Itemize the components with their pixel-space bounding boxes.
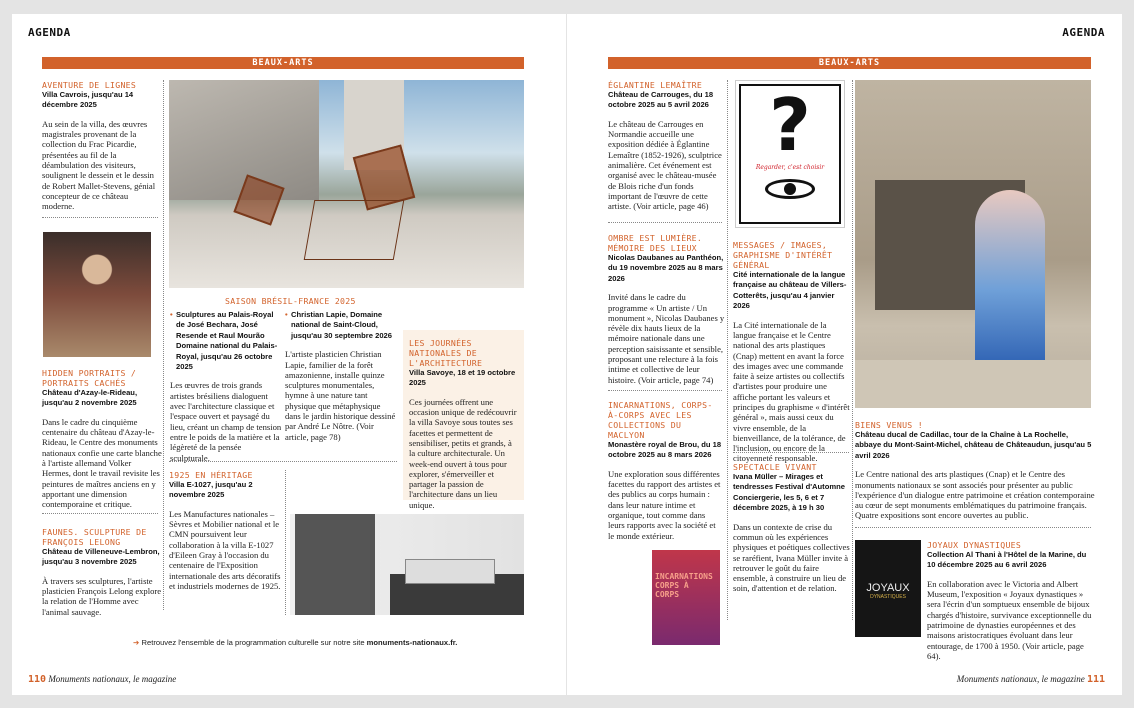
event-venue: Château de Villeneuve-Lembron, jusqu'au 3 novembre 2025 [42, 547, 160, 567]
category-bar: BEAUX-ARTS [42, 57, 524, 69]
event-body: Dans un contexte de crise du commun où les expériences physiques et poétiques collectives se raréfient, Ivana Müller invite à retrouver le goût du faire ensemble, à construire un lieu de soin, d'attention et de relation. [733, 521, 850, 594]
architect-photo [290, 514, 524, 615]
poster-tagline: Regarder, c'est choisir [755, 164, 825, 171]
event-bresil-palais-royal [170, 310, 282, 463]
event-title: AVENTURE DE LIGNES [42, 80, 137, 90]
event-faunes [42, 527, 162, 617]
divider [855, 527, 1091, 528]
divider [169, 461, 397, 462]
event-title: JOYAUX DYNASTIQUES [927, 540, 1022, 550]
incarnations-poster: INCARNATIONS CORPS À CORPS [652, 550, 720, 645]
magazine-title: Monuments nationaux, le magazine [48, 674, 177, 684]
sculpture-photo [169, 80, 524, 288]
event-body: La Cité internationale de la langue française et le Centre national des arts plastiques (Cnap) mettent en avant la force des images avec une commande faite à seize artistes ou collectifs d'artistes pour produire une affiche portant les valeurs et principes du graphisme « d'intérêt général », mais aussi ceux du vivre ensemble, de la bienveillance, de la tolérance, de l'inclusion, ou encore de la citoyenneté responsable. [733, 319, 850, 464]
event-biens-venus [855, 420, 1095, 521]
event-title: SPECTACLE VIVANT [733, 462, 817, 472]
event-title: MESSAGES / IMAGES, GRAPHISME D'INTÉRÊT GÉNÉRAL [733, 240, 833, 270]
event-venue: Villa Cavrois, jusqu'au 14 décembre 2025 [42, 90, 134, 110]
column-divider [163, 80, 164, 610]
event-title: SAISON BRÉSIL-FRANCE 2025 [225, 296, 356, 306]
divider [608, 222, 722, 223]
page-footer [957, 674, 1105, 685]
event-title: ÉGLANTINE LEMAÎTRE [608, 80, 703, 90]
divider [42, 513, 158, 514]
event-body: Ces journées offrent une occasion unique de redécouvrir la villa Savoye sous toutes ses facettes et permettent de sensibiliser, petits et grands, à la culture architecturale. Un week-end ouvert à tous pour explorer, s'émerveiller et partager la passion de l'architecture dans un lieu unique. [409, 396, 517, 510]
event-venue: Monastère royal de Brou, du 18 octobre 2025 au 8 mars 2026 [608, 440, 722, 460]
event-incarnations [608, 400, 722, 541]
event-venue: Villa E-1027, jusqu'au 2 novembre 2025 [169, 480, 253, 500]
event-body: Les Manufactures nationales – Sèvres et Mobilier national et le CMN poursuivent leur collaboration à la villa E-1027 d'Eileen Gray à l'occasion du centenaire de l'Exposition internationale des arts décoratifs et industriels modernes de 1925. [169, 508, 281, 591]
event-body: Au sein de la villa, des œuvres magistrales provenant de la collection du Frac Picardie, présentées au fil de la déambulation des visiteurs, soulignent le dessein et le dessin de Robert Mallet-Stevens, génial concepteur de ce château moderne. [42, 118, 156, 212]
question-mark-icon: ? [769, 83, 811, 167]
link-text: Retrouvez l'ensemble de la programmation culturelle sur notre site [141, 638, 367, 647]
section-header: AGENDA [1062, 26, 1105, 39]
event-hidden-portraits [42, 368, 162, 509]
poster-subtitle: DYNASTIQUES [870, 594, 906, 600]
highlight-box-savoye [403, 330, 524, 510]
event-spectacle-vivant [733, 462, 851, 594]
event-body: Une exploration sous différentes facettes du rapport des artistes et des publics au corps humain : dans leur nature intime et organique, tout comme dans leurs rapports avec la société et le monde extérieur. [608, 468, 721, 541]
event-aventure [42, 80, 160, 211]
event-body: Le château de Carrouges en Normandie accueille une exposition dédiée à Églantine Lemaître (1852-1926), sculptrice animalière. Cet événement est organisé avec le château-musée de Blois riche d'un fonds important de l'œuvre de cette artiste. (Voir article, page 46) [608, 118, 722, 212]
event-venue: • Christian Lapie, Domaine national de Saint-Cloud, jusqu'au 30 septembre 2026 [285, 310, 397, 341]
event-joyaux [927, 540, 1095, 661]
event-title: LES JOURNÉES NATIONALES DE L'ARCHITECTURE [409, 338, 483, 368]
poster-title: JOYAUX [866, 582, 910, 594]
arrow-right-icon: ➔ [133, 638, 140, 647]
event-body: Les œuvres de trois grands artistes brésiliens dialoguent avec l'architecture classique et l'espace ouvert et paysagé du lieu, créant un champ de tension entre le poids de la matière et la légèreté de la pensée sculpturale. [170, 380, 282, 463]
event-body: En collaboration avec le Victoria and Albert Museum, l'exposition « Joyaux dynastiques » sera l'écrin d'un somptueux ensemble de bijoux chargés d'histoire, survivance exceptionnelle du patrimoine de dynasties européennes et des maisons aristocratiques évoluant dans leur entourage, de 1700 à 1950. (Voir article, page 64). [927, 578, 1092, 661]
column-divider [852, 80, 853, 620]
event-venue: Château de Carrouges, du 18 octobre 2025 au 5 avril 2026 [608, 90, 714, 110]
event-body: Dans le cadre du cinquième centenaire du château d'Azay-le-Rideau, le Centre des monuments nationaux confie une carte blanche à l'artiste allemand Volker Hermes, dont le travail revisite les peintures de maîtres anciens en y apportant une dimension contemporaine et critique. [42, 416, 162, 510]
page-footer [28, 674, 176, 685]
event-body: L'artiste plasticien Christian Lapie, familier de la forêt amazonienne, installe quinze sculptures monumentales, hymne à une nature tant physique que métaphysique dans le jardin historique dessiné par André Le Nôtre. (Voir article, page 78) [285, 349, 396, 442]
event-venue: Collection Al Thani à l'Hôtel de la Marine, du 10 décembre 2025 au 6 avril 2026 [927, 550, 1087, 570]
event-title: INCARNATIONS, CORPS-À-CORPS AVEC LES COLLECTIONS DU MACLYON [608, 400, 713, 440]
magazine-title: Monuments nationaux, le magazine [956, 674, 1085, 684]
event-body: À travers ses sculptures, l'artiste plasticien François Lelong explore la relation de l'Homme avec l'animal sauvage. [42, 575, 162, 617]
portrait-photo [43, 232, 151, 357]
divider [42, 217, 158, 218]
page-number: 110 [28, 674, 47, 685]
question-poster [735, 80, 845, 228]
section-header: AGENDA [28, 26, 71, 39]
eye-icon [765, 179, 815, 199]
event-1925-heritage [169, 470, 287, 591]
event-body: Invité dans le cadre du programme « Un artiste / Un monument », Nicolas Daubanes y révèle dix hauts lieux de la mémoire nationale dans une perception saisissante et sensible, proposant une relecture à la fois intime et collective de leur histoire. (Voir article, page 74) [608, 292, 725, 385]
website-link[interactable]: monuments-nationaux.fr. [366, 638, 458, 647]
category-bar: BEAUX-ARTS [608, 57, 1091, 69]
event-eglantine [608, 80, 722, 211]
event-title: OMBRE EST LUMIÈRE. MÉMOIRE DES LIEUX [608, 233, 703, 253]
event-title: BIENS VENUS ! [855, 420, 923, 430]
event-venue: Nicolas Daubanes au Panthéon, du 19 novembre 2025 au 8 mars 2026 [608, 253, 724, 283]
event-body: Le Centre national des arts plastiques (Cnap) et le Centre des monuments nationaux se sont associés pour présenter au public l'expérience d'un dialogue entre patrimoine et création contemporaine au cœur de sept monuments emblématiques du patrimoine français. Quatre expositions sont encore ouvertes au public. [855, 469, 1095, 521]
column-divider [727, 80, 728, 620]
divider [608, 390, 722, 391]
column-divider [285, 470, 286, 615]
event-venue: Ivana Müller – Mirages et tendresses Festival d'Automne Conciergerie, les 5, 6 et 7 décembre 2025, à 19 h 30 [733, 472, 845, 513]
event-venue: Cité internationale de la langue française au château de Villers-Cotterêts, jusqu'au 4 janvier 2026 [733, 270, 847, 311]
website-link-line [133, 638, 457, 647]
event-venue: • Sculptures au Palais-Royal de José Bechara, José Resende et Raul Mourão Domaine national du Palais-Royal, jusqu'au 26 octobre 2025 [170, 310, 282, 372]
event-venue: Villa Savoye, 18 et 19 octobre 2025 [409, 368, 516, 388]
chateau-photo [855, 80, 1091, 408]
event-ombre [608, 233, 726, 385]
event-title: 1925 EN HÉRITAGE [169, 470, 253, 480]
event-title: FAUNES. SCULPTURE DE FRANÇOIS LELONG [42, 527, 147, 547]
event-bresil-saint-cloud [285, 310, 397, 442]
event-venue: Château ducal de Cadillac, tour de la Chaîne à La Rochelle, abbaye du Mont-Saint-Michel, château de Châteaudun, jusqu'au 5 avril 2026 [855, 430, 1092, 460]
event-venue: Château d'Azay-le-Rideau, jusqu'au 2 novembre 2025 [42, 388, 138, 408]
joyaux-poster [855, 540, 921, 637]
right-page [567, 14, 1122, 695]
event-title: HIDDEN PORTRAITS / PORTRAITS CACHÉS [42, 368, 137, 388]
left-page [12, 14, 566, 695]
event-messages-images [733, 240, 851, 464]
page-number: 111 [1086, 674, 1105, 685]
divider [733, 452, 849, 453]
